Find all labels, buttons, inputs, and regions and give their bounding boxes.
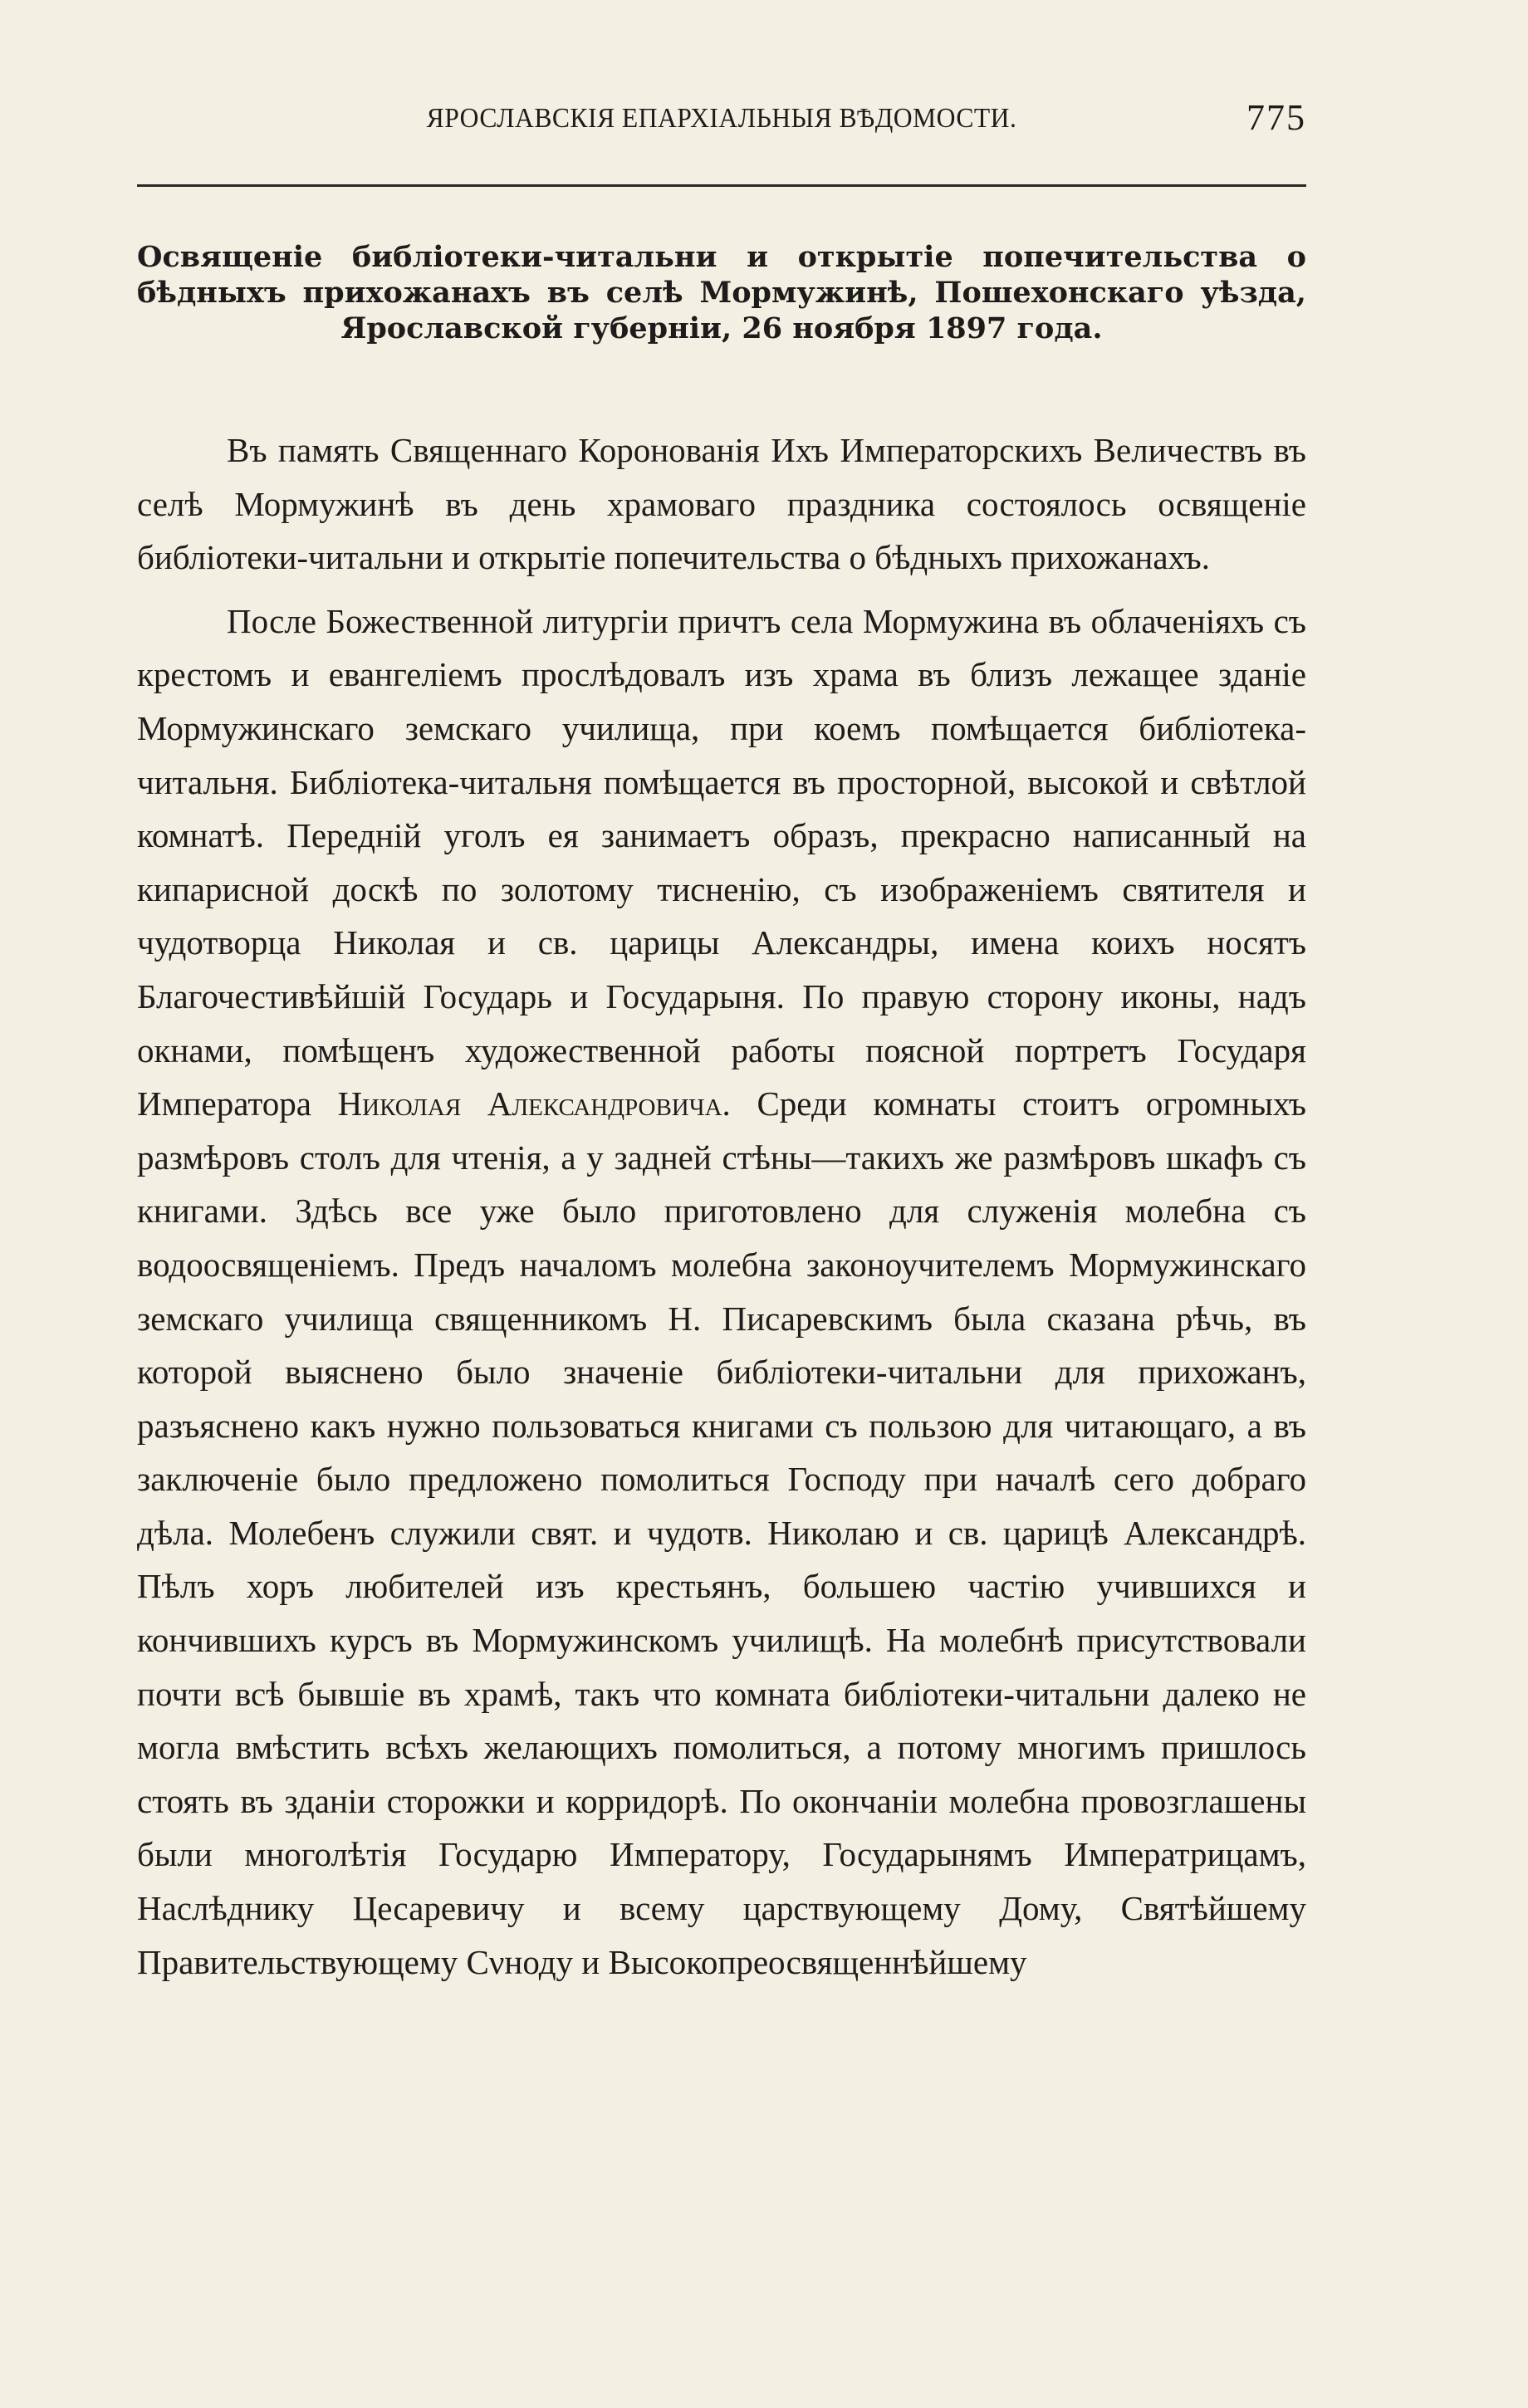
header-rule — [137, 184, 1306, 187]
journal-title: ЯРОСЛАВСКІЯ ЕПАРХІАЛЬНЫЯ ВѢДОМОСТИ. — [426, 103, 1017, 134]
paragraph-1: Въ память Священнаго Коронованія Ихъ Императорскихъ Величествъ въ селѣ Мормужинѣ въ день храмоваго праздника состоялось освященіе библіотеки-читальни и открытіе попечительства о бѣдныхъ прихожанахъ. — [137, 431, 1306, 577]
page-number: 775 — [1246, 97, 1306, 138]
article-body — [137, 423, 1306, 1989]
paragraph-2-text: После Божественной литургіи причтъ села Мормужина въ облаченіяхъ съ крестомъ и евангеліемъ прослѣдовалъ изъ храма въ близъ лежащее зданіе Мормужинскаго земскаго училища, при коемъ помѣщается библіотека-читальня. Библіотека-читальня помѣщается въ просторной, высокой и свѣтлой комнатѣ. Передній уголъ ея занимаетъ образъ, прекрасно написанный на кипарисной доскѣ по золотому тисненію, съ изображеніемъ святителя и чудотворца Николая и св. царицы Александры, имена коихъ носятъ Благочестивѣйшій Государь и Государыня. По правую сторону иконы, надъ окнами, помѣщенъ художественной работы поясной портретъ Государя Императора — [137, 601, 1306, 1123]
article-title: Освященіе библіотеки-читальни и открытіе попечительства о бѣдныхъ прихожанахъ въ селѣ Мормужинѣ, Пошехонскаго уѣзда, Ярославской губерніи, 26 ноября 1897 года. — [137, 240, 1306, 345]
running-head — [137, 91, 1306, 149]
emperor-name: Николая Александровича — [337, 1084, 722, 1123]
paragraph-2 — [137, 595, 1306, 1989]
paragraph-2-continuation: . Среди комнаты стоитъ огромныхъ размѣровъ столъ для чтенія, а у задней стѣны—такихъ же размѣровъ шкафъ съ книгами. Здѣсь все уже было приготовлено для служенія молебна съ водоосвященіемъ. Предъ началомъ молебна законоучителемъ Мормужинскаго земскаго училища священникомъ Н. Писаревскимъ была сказана рѣчь, въ которой выяснено было значеніе библіотеки-читальни для прихожанъ, разъяснено какъ нужно пользоваться книгами съ пользою для читающаго, а въ заключеніе было предложено помолиться Господу при началѣ сего добраго дѣла. Молебенъ служили свят. и чудотв. Николаю и св. царицѣ Александрѣ. Пѣлъ хоръ любителей изъ крестьянъ, большею частію учившихся и кончившихъ курсъ въ Мормужинскомъ училищѣ. На молебнѣ присутствовали почти всѣ бывшіе въ храмѣ, такъ что комната библіотеки-читальни далеко не могла вмѣстить всѣхъ желающихъ помолиться, а потому многимъ пришлось стоять въ зданіи сторожки и корридорѣ. По окончаніи молебна провозглашены были многолѣтія Государю Императору, Государынямъ Императрицамъ, Наслѣднику Цесаревичу и всему царствующему Дому, Святѣйшему Правительствующему Сνноду и Высокопреосвященнѣйшему — [137, 1084, 1306, 1981]
